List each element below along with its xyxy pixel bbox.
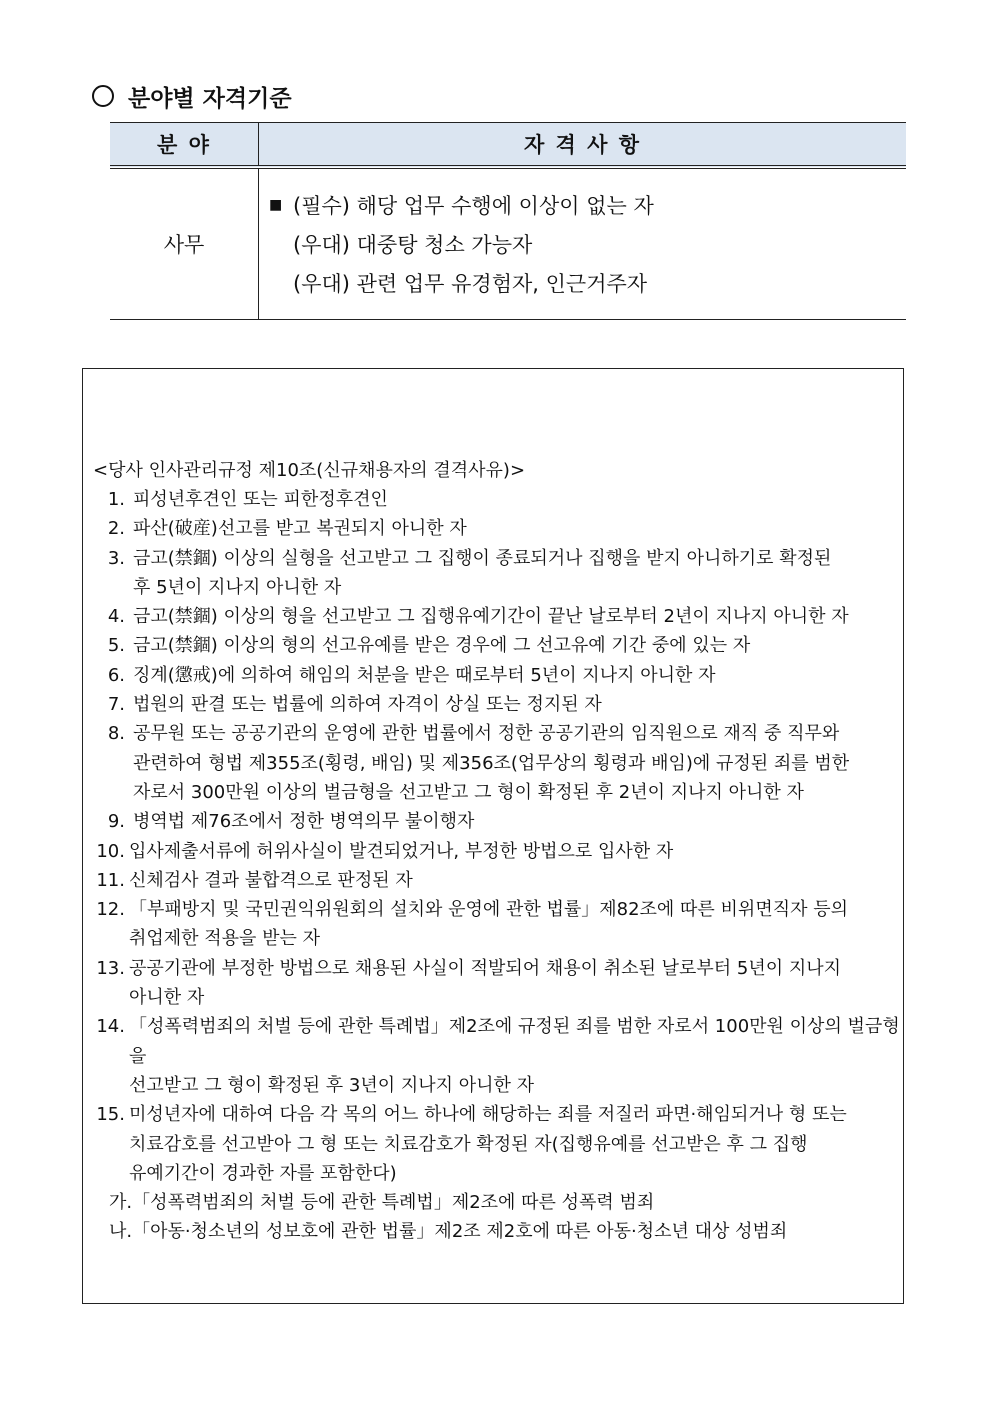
item-text-line: 파산(破産)선고를 받고 복권되지 아니한 자	[133, 518, 467, 540]
list-item	[83, 954, 903, 1013]
header-qualification: 자 격 사 항	[259, 123, 907, 168]
item-text-line: 피성년후견인 또는 피한정후견인	[133, 489, 388, 510]
disqualification-box	[82, 368, 904, 1304]
item-text-line: 「성폭력범죄의 처벌 등에 관한 특례법」제2조에 규정된 죄를 범한 자로서 100만원 이상의 벌금형을	[129, 1016, 900, 1067]
item-text-line: 「부패방지 및 국민권익위원회의 설치와 운영에 관한 법률」제82조에 따른 비위면직자 등의	[129, 899, 848, 921]
list-item	[83, 602, 903, 631]
list-item	[83, 1012, 903, 1100]
sub-item: 나.「아동·청소년의 성보호에 관한 법률」제2조 제2호에 따른 아동·청소년 대상 성범죄	[109, 1221, 788, 1243]
requirement-item: (우대) 대중탕 청소 가능자	[293, 233, 533, 257]
disqualification-list	[83, 485, 903, 1247]
list-item	[83, 690, 903, 719]
section-heading	[92, 80, 292, 112]
item-number: 12.	[96, 899, 125, 921]
circle-bullet-icon	[92, 85, 114, 107]
item-text-line: 징계(懲戒)에 의하여 해임의 처분을 받은 때로부터 5년이 지나지 아니한 자	[133, 664, 716, 686]
item-text-line: 금고(禁錮) 이상의 형을 선고받고 그 집행유예기간이 끝난 날로부터 2년이 지나지 아니한 자	[133, 606, 849, 628]
item-text-line: 유예기간이 경과한 자를 포함한다)	[129, 1162, 397, 1184]
item-text-line: 치료감호를 선고받아 그 형 또는 치료감호가 확정된 자(집행유예를 선고받은 후 그 집행	[129, 1133, 808, 1155]
list-item	[83, 544, 903, 603]
list-item	[83, 661, 903, 690]
item-text-line: 아니한 자	[129, 987, 205, 1009]
header-field: 분 야	[110, 123, 259, 168]
item-number: 2.	[107, 518, 125, 540]
item-number: 15.	[96, 1104, 125, 1126]
list-item	[83, 866, 903, 895]
section-title: 분야별 자격기준	[128, 84, 292, 112]
qualification-table	[110, 122, 906, 320]
item-number: 3.	[107, 547, 125, 569]
item-text-line: 후 5년이 지나지 아니한 자	[133, 576, 342, 598]
item-text-line: 관련하여 형법 제355조(횡령, 배임) 및 제356조(업무상의 횡령과 배임)에 규정된 죄를 범한	[133, 752, 850, 774]
item-number: 6.	[107, 664, 125, 686]
list-item	[83, 895, 903, 954]
item-number: 4.	[107, 606, 125, 628]
item-text-line: 입사제출서류에 허위사실이 발견되었거나, 부정한 방법으로 입사한 자	[129, 840, 674, 862]
list-item	[83, 1100, 903, 1188]
list-item	[83, 514, 903, 543]
item-text-line: 자로서 300만원 이상의 벌금형을 선고받고 그 형이 확정된 후 2년이 지나지 아니한 자	[133, 781, 804, 803]
item-text-line: 미성년자에 대하여 다음 각 목의 어느 하나에 해당하는 죄를 저질러 파면·해임되거나 형 또는	[129, 1104, 847, 1126]
list-item	[83, 837, 903, 866]
item-number: 1.	[107, 489, 125, 510]
field-cell: 사무	[110, 167, 259, 320]
item-text-line: 금고(禁錮) 이상의 실형을 선고받고 그 집행이 종료되거나 집행을 받지 아니하기로 확정된	[133, 547, 832, 569]
item-number: 9.	[107, 811, 125, 833]
item-text-line: 금고(禁錮) 이상의 형의 선고유예를 받은 경우에 그 선고유예 기간 중에 있는 자	[133, 635, 751, 657]
item-text-line: 법원의 판결 또는 법률에 의하여 자격이 상실 또는 정지된 자	[133, 694, 602, 716]
list-item	[83, 807, 903, 836]
item-text-line: 공무원 또는 공공기관의 운영에 관한 법률에서 정한 공공기관의 임직원으로 재직 중 직무와	[133, 723, 840, 745]
item-number: 11.	[96, 869, 125, 891]
square-bullet-icon: ■	[269, 197, 283, 213]
list-item	[83, 631, 903, 660]
item-number: 7.	[107, 694, 125, 716]
item-text-line: 공공기관에 부정한 방법으로 채용된 사실이 적발되어 채용이 취소된 날로부터 5년이 지나지	[129, 957, 842, 979]
item-number: 14.	[96, 1016, 125, 1038]
rules-title: <당사 인사관리규정 제10조(신규채용자의 결격사유)>	[93, 460, 526, 481]
item-text-line: 선고받고 그 형이 확정된 후 3년이 지나지 아니한 자	[129, 1074, 534, 1096]
list-item	[83, 719, 903, 807]
item-text-line: 병역법 제76조에서 정한 병역의무 불이행자	[133, 811, 475, 833]
sub-item: 가.「성폭력범죄의 처벌 등에 관한 특례법」제2조에 따른 성폭력 범죄	[109, 1192, 655, 1214]
item-number: 10.	[96, 840, 125, 862]
item-number: 8.	[107, 723, 125, 745]
requirements-cell	[259, 167, 907, 320]
item-text-line: 취업제한 적용을 받는 자	[129, 928, 321, 950]
item-number: 13.	[96, 957, 125, 979]
item-number: 5.	[107, 635, 125, 657]
table-header-row	[110, 123, 906, 168]
table-row	[110, 167, 906, 320]
list-item	[83, 485, 903, 514]
requirement-item: ■ (필수) 해당 업무 수행에 이상이 없는 자	[269, 194, 654, 218]
requirement-item: (우대) 관련 업무 유경험자, 인근거주자	[293, 272, 648, 296]
item-text-line: 신체검사 결과 불합격으로 판정된 자	[129, 869, 413, 891]
